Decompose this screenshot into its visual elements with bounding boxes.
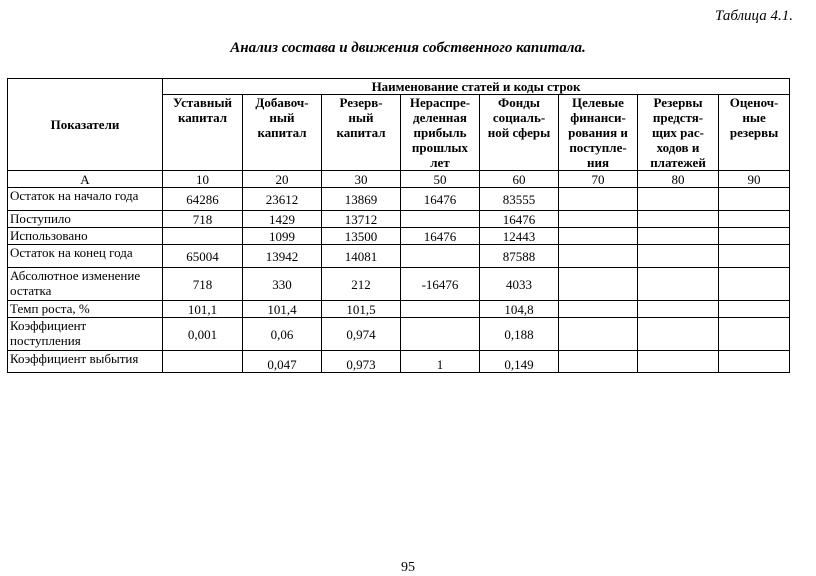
column-header-line: Добавоч- — [255, 95, 309, 110]
table-number: Таблица 4.1. — [715, 8, 793, 24]
document-title: Анализ состава и движения собственного капитала. — [230, 40, 586, 56]
table-cell — [559, 188, 638, 211]
table-cell — [559, 301, 638, 318]
column-code: 20 — [243, 171, 322, 188]
table-cell: -16476 — [401, 268, 480, 301]
column-header-line: ходов и — [656, 140, 700, 155]
table-cell — [559, 211, 638, 228]
table-cell: 87588 — [480, 245, 559, 268]
row-label: Темп роста, % — [8, 301, 163, 318]
table-cell — [559, 245, 638, 268]
table-cell: 4033 — [480, 268, 559, 301]
table-cell: 13942 — [243, 245, 322, 268]
column-header-line: Резерв- — [339, 95, 383, 110]
page-number: 95 — [401, 560, 415, 575]
column-header-line: капитал — [257, 125, 307, 140]
table-cell — [163, 351, 243, 373]
table-cell: 13869 — [322, 188, 401, 211]
column-code: 80 — [638, 171, 719, 188]
table-cell: 0,001 — [163, 318, 243, 351]
table-cell — [559, 268, 638, 301]
column-header-line: Уставный — [172, 95, 233, 110]
table-cell — [638, 318, 719, 351]
column-code: 50 — [401, 171, 480, 188]
table-cell: 0,973 — [322, 351, 401, 373]
table-cell — [559, 318, 638, 351]
column-header-line: ный — [348, 110, 374, 125]
table-cell — [638, 301, 719, 318]
table-cell: 16476 — [401, 188, 480, 211]
table-cell — [638, 351, 719, 373]
table-row — [8, 268, 790, 301]
row-label-header: Показатели — [8, 79, 163, 171]
table-cell: 16476 — [480, 211, 559, 228]
table-cell — [559, 351, 638, 373]
table-cell: 101,1 — [163, 301, 243, 318]
table-cell: 13500 — [322, 228, 401, 245]
table-cell: 16476 — [401, 228, 480, 245]
column-code: 10 — [163, 171, 243, 188]
column-header-line: ния — [586, 155, 609, 170]
table-cell: 23612 — [243, 188, 322, 211]
table-cell — [719, 318, 790, 351]
row-label: Поступило — [8, 211, 163, 228]
table-cell — [638, 211, 719, 228]
table-cell — [719, 228, 790, 245]
table-cell — [719, 188, 790, 211]
table-cell: 0,974 — [322, 318, 401, 351]
column-header-line: прибыль — [413, 125, 467, 140]
table-cell — [719, 268, 790, 301]
table-row — [8, 351, 790, 373]
column-header-line: Нераспре- — [409, 95, 471, 110]
table-row — [8, 318, 790, 351]
table-cell — [401, 245, 480, 268]
row-label: Остаток на начало года — [8, 188, 163, 211]
table-cell: 718 — [163, 211, 243, 228]
column-header-line: Оценоч- — [729, 95, 779, 110]
table-cell: 104,8 — [480, 301, 559, 318]
row-label: Коэффициент выбытия — [8, 351, 163, 373]
column-header-line: ной сферы — [487, 125, 551, 140]
column-header-line: резервы — [729, 125, 779, 140]
table-cell: 83555 — [480, 188, 559, 211]
table-cell — [401, 318, 480, 351]
column-header — [322, 95, 401, 171]
column-header — [638, 95, 719, 171]
column-header — [401, 95, 480, 171]
table-row — [8, 301, 790, 318]
table-cell — [638, 245, 719, 268]
table-cell: 14081 — [322, 245, 401, 268]
table-row — [8, 228, 790, 245]
table-cell: 0,047 — [243, 351, 322, 373]
table-cell: 101,5 — [322, 301, 401, 318]
row-label: Коэффициент поступления — [8, 318, 163, 351]
table-cell — [719, 301, 790, 318]
column-header-line: щих рас- — [651, 125, 705, 140]
table-cell — [559, 228, 638, 245]
column-header-line: финанси- — [570, 110, 626, 125]
table-cell: 1 — [401, 351, 480, 373]
table-cell: 212 — [322, 268, 401, 301]
table-cell: 330 — [243, 268, 322, 301]
row-label: Абсолютное изменение остатка — [8, 268, 163, 301]
column-header-line: ный — [269, 110, 295, 125]
column-header-line: прошлых — [411, 140, 469, 155]
column-header-line: Резервы — [653, 95, 703, 110]
column-header — [243, 95, 322, 171]
table-cell: 13712 — [322, 211, 401, 228]
table-cell — [638, 188, 719, 211]
column-header-line: ные — [742, 110, 766, 125]
column-code: 60 — [480, 171, 559, 188]
column-header-line: капитал — [177, 110, 228, 125]
table-cell — [401, 301, 480, 318]
table-cell: 1429 — [243, 211, 322, 228]
table-cell: 101,4 — [243, 301, 322, 318]
column-code: 30 — [322, 171, 401, 188]
capital-analysis-table — [7, 78, 790, 373]
codes-label: А — [8, 171, 163, 188]
column-header-line: Целевые — [572, 95, 624, 110]
column-header — [480, 95, 559, 171]
row-label: Использовано — [8, 228, 163, 245]
column-header-line: Фонды — [498, 95, 540, 110]
column-header-line: поступле- — [569, 140, 627, 155]
column-code: 90 — [719, 171, 790, 188]
row-label: Остаток на конец года — [8, 245, 163, 268]
column-header-line: предстя- — [652, 110, 704, 125]
table-cell: 0,188 — [480, 318, 559, 351]
table-cell: 65004 — [163, 245, 243, 268]
table-cell — [401, 211, 480, 228]
table-cell: 64286 — [163, 188, 243, 211]
table-row — [8, 188, 790, 211]
table-cell: 718 — [163, 268, 243, 301]
table-cell — [638, 268, 719, 301]
column-header-line: рования и — [568, 125, 628, 140]
table-cell — [719, 351, 790, 373]
column-header-line: социаль- — [492, 110, 546, 125]
column-header-line: лет — [430, 155, 450, 170]
column-code: 70 — [559, 171, 638, 188]
table-cell: 12443 — [480, 228, 559, 245]
column-header — [163, 95, 243, 171]
table-row — [8, 245, 790, 268]
table-cell — [638, 228, 719, 245]
table-cell — [163, 228, 243, 245]
table-cell — [719, 245, 790, 268]
table-cell: 0,149 — [480, 351, 559, 373]
table-cell: 0,06 — [243, 318, 322, 351]
table-row — [8, 211, 790, 228]
column-group-header: Наименование статей и коды строк — [163, 79, 790, 95]
column-header — [559, 95, 638, 171]
table-cell: 1099 — [243, 228, 322, 245]
column-header-line: платежей — [650, 155, 706, 170]
table-cell — [719, 211, 790, 228]
column-header-line: деленная — [413, 110, 467, 125]
column-header-line: капитал — [336, 125, 386, 140]
column-header — [719, 95, 790, 171]
